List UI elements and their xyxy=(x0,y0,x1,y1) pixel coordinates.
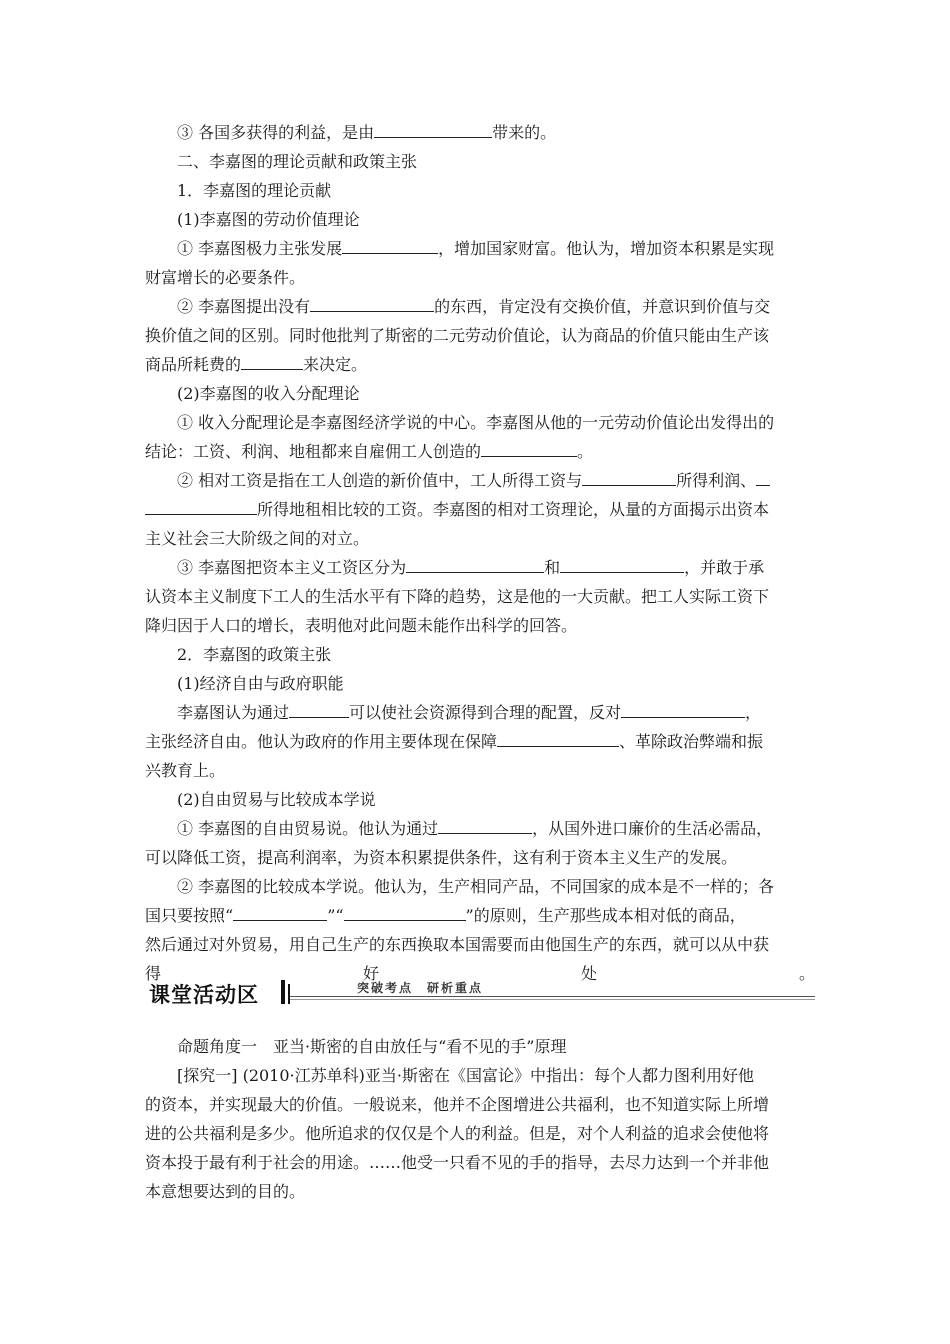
text-line: 可以降低工资，提高利润率，为资本积累提供条件，这有利于资本主义生产的发展。 xyxy=(145,848,738,867)
text-line xyxy=(177,297,815,317)
text: 。 xyxy=(577,442,594,461)
subsection-heading: 1．李嘉图的理论贡献 xyxy=(177,181,332,200)
text-line xyxy=(145,500,815,520)
text-line xyxy=(177,819,815,839)
fill-blank[interactable] xyxy=(497,732,619,747)
text: ，并敢于承 xyxy=(684,558,765,577)
text-line xyxy=(145,732,815,752)
text: 所得地租相比较的工资。李嘉图的相对工资理论，从量的方面揭示出资本 xyxy=(257,500,770,519)
text-line xyxy=(177,471,815,491)
banner-divider xyxy=(288,984,290,1004)
fill-blank[interactable] xyxy=(374,123,492,138)
fill-blank[interactable] xyxy=(756,471,770,486)
text: ② 李嘉图提出没有 xyxy=(177,297,311,316)
subsection-heading: (1)经济自由与政府职能 xyxy=(177,674,344,693)
fill-blank[interactable] xyxy=(560,558,684,573)
text: 得 xyxy=(145,964,162,983)
fill-blank[interactable] xyxy=(344,906,466,921)
text-line: 的资本，并实现最大的价值。一般说来，他并不企图增进公共福利，也不知道实际上所增 xyxy=(145,1095,770,1114)
text-line: 本意想要达到的目的。 xyxy=(145,1182,306,1201)
text-line xyxy=(145,442,815,462)
text-line: 资本投于最有利于社会的用途。……他受一只看不见的手的指导，去尽力达到一个并非他 xyxy=(145,1153,770,1172)
text-line: 认资本主义制度下工人的生活水平有下降的趋势，这是他的一大贡献。把工人实际工资下 xyxy=(145,587,770,606)
text: 处 xyxy=(580,964,597,983)
section-heading: 二、李嘉图的理论贡献和政策主张 xyxy=(177,152,418,171)
text: 来决定。 xyxy=(303,355,368,374)
text: 好 xyxy=(362,964,379,983)
text: ，从国外进口廉价的生活必需品， xyxy=(532,819,773,838)
fill-blank[interactable] xyxy=(310,297,434,312)
text: 国只要按照“ xyxy=(145,906,234,925)
banner-rule xyxy=(290,996,815,997)
banner-title: 课堂活动区 xyxy=(149,983,259,1007)
text-line: 主义社会三大阶级之间的对立。 xyxy=(145,529,370,548)
text: ”的原则，生产那些成本相对低的商品， xyxy=(465,906,746,925)
fill-blank[interactable] xyxy=(241,355,303,370)
fill-blank[interactable] xyxy=(582,471,676,486)
text-line: 降归因于人口的增长，表明他对此问题未能作出科学的回答。 xyxy=(145,616,578,635)
text-line xyxy=(177,123,815,143)
banner-subtitle: 突破考点 研析重点 xyxy=(357,981,484,995)
text: ”“ xyxy=(327,906,344,925)
subsection-heading: (2)李嘉图的收入分配理论 xyxy=(177,384,360,403)
text-line: ① 收入分配理论是李嘉图经济学说的中心。李嘉图从他的一元劳动价值论出发得出的 xyxy=(177,413,775,432)
fill-blank[interactable] xyxy=(438,819,532,834)
banner-divider xyxy=(281,980,285,1004)
text: 的东西，肯定没有交换价值，并意识到价值与交 xyxy=(434,297,771,316)
text: ① 李嘉图的自由贸易说。他认为通过 xyxy=(177,819,439,838)
fill-blank[interactable] xyxy=(481,442,577,457)
text-line: 换价值之间的区别。同时他批判了斯密的二元劳动价值论，认为商品的价值只能由生产该 xyxy=(145,326,770,345)
fill-blank[interactable] xyxy=(621,703,745,718)
text: ② 相对工资是指在工人创造的新价值中，工人所得工资与 xyxy=(177,471,583,490)
section-banner xyxy=(145,976,815,1008)
text-line: ② 李嘉图的比较成本学说。他认为，生产相同产品，不同国家的成本是不一样的；各 xyxy=(177,877,775,896)
text-line: 进的公共福利是多少。他所追求的仅仅是个人的利益。但是，对个人利益的追求会使他将 xyxy=(145,1124,770,1143)
text: ③ 李嘉图把资本主义工资区分为 xyxy=(177,558,407,577)
text-line: 兴教育上。 xyxy=(145,761,226,780)
text: 和 xyxy=(544,558,561,577)
text: ， xyxy=(745,703,762,722)
text: 商品所耗费的 xyxy=(145,355,242,374)
subsection-heading: (1)李嘉图的劳动价值理论 xyxy=(177,210,360,229)
fill-blank[interactable] xyxy=(233,906,327,921)
text: 李嘉图认为通过 xyxy=(177,703,290,722)
text: ，增加国家财富。他认为，增加资本积累是实现 xyxy=(438,239,775,258)
text-line xyxy=(145,906,815,926)
fill-blank[interactable] xyxy=(145,500,257,515)
fill-blank[interactable] xyxy=(289,703,349,718)
text-line: 财富增长的必要条件。 xyxy=(145,268,306,287)
text: ③ 各国多获得的利益，是由 xyxy=(177,123,375,142)
subsection-heading: 2．李嘉图的政策主张 xyxy=(177,645,332,664)
text-line xyxy=(177,558,815,578)
text-line: [探究一] (2010·江苏单科)亚当·斯密在《国富论》中指出：每个人都力图利用好他 xyxy=(177,1066,754,1085)
text-line xyxy=(177,239,815,259)
text-line xyxy=(145,355,815,375)
fill-blank[interactable] xyxy=(342,239,438,254)
text: 。 xyxy=(798,964,815,983)
text: 可以使社会资源得到合理的配置，反对 xyxy=(349,703,622,722)
subsection-heading: (2)自由贸易与比较成本学说 xyxy=(177,790,376,809)
text: 主张经济自由。他认为政府的作用主要体现在保障 xyxy=(145,732,498,751)
text-line xyxy=(177,703,815,723)
fill-blank[interactable] xyxy=(406,558,544,573)
text-line: 然后通过对外贸易，用自己生产的东西换取本国需要而由他国生产的东西，就可以从中获 xyxy=(145,935,770,954)
text: ① 李嘉图极力主张发展 xyxy=(177,239,343,258)
text: 带来的。 xyxy=(492,123,557,142)
banner-rule xyxy=(290,999,815,1000)
text: 所得利润、 xyxy=(676,471,757,490)
text: 、革除政治弊端和振 xyxy=(619,732,764,751)
question-heading: 命题角度一 亚当·斯密的自由放任与“看不见的手”原理 xyxy=(177,1037,567,1056)
text: 结论：工资、利润、地租都来自雇佣工人创造的 xyxy=(145,442,482,461)
